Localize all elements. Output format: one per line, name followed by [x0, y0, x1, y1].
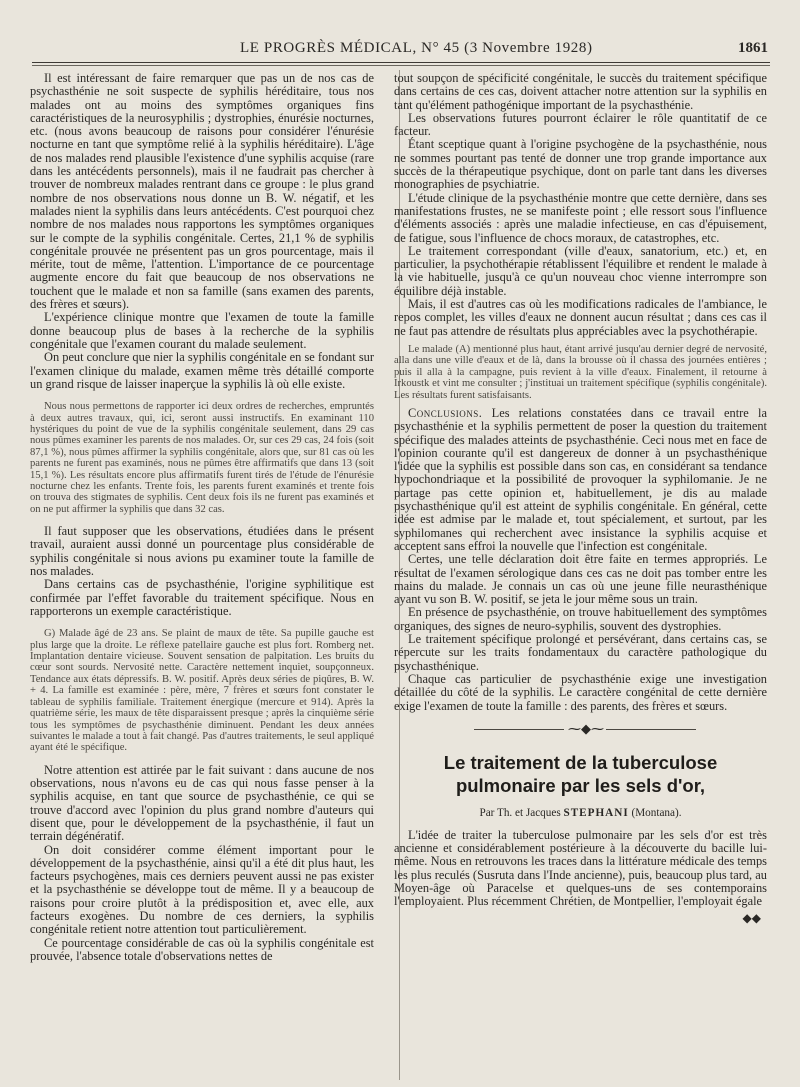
paragraph: Le traitement correspondant (ville d'eaux, sanatorium, etc.) et, en particulier, la psychothérapie rétablissent l'équilibre et rendent le malade à la vie habituelle, jusqu'à ce qu'un nouveau choc vienne interrompre son équilibre déjà instable. [394, 243, 767, 298]
paragraph: Étant sceptique quant à l'origine psychogène de la psychasthénie, nous ne sommes pourtant pas tenté de donner une trop grande importance aux succès de la thérapeutique psychique, dont on parle tant dans les diverses monographies de psychiatrie. [394, 137, 767, 192]
divider-ornament: ⁓◆⁓ [568, 720, 604, 736]
right-column [394, 72, 767, 1084]
paragraph: Chaque cas particulier de psychasthénie exige une investigation détaillée du côté de la syphilis. Le caractère congénital de cette dernière exige l'examen de toute la famille : des parents, des frères et sœurs. [394, 671, 767, 713]
paragraph: L'étude clinique de la psychasthénie montre que cette dernière, dans ses manifestations frustes, ne se manifeste point ; elle ressort sous l'influence d'éléments associés : après une maladie infectieuse, en cas d'épuisement, de fatigue, sous l'influence de chocs moraux, de catastrophes, etc. [394, 190, 767, 245]
paragraph: Il est intéressant de faire remarquer que pas un de nos cas de psychasthénie ne soit suspecte de syphilis héréditaire, tous nos malades ont au moins des symptômes organiques fins caractéristiques de la neurosyphilis ; dystrophies, énurésie nocturnes, etc. (nous avons beaucoup de raisons pour considérer l'énurésie nocturne en tant que symptôme relié à la syphilis héréditaire). L'âge de nos malades rend plausible l'existence d'une syphilis acquise (rare dans les antécédents personnels), mais il ne faudrait pas chercher à trouver de nombreux malades rentrant dans ce groupe : le plus grand nombre de nos observations nous donne un B. W. négatif, et les malades nient la syphilis dans leurs antécédents. C'est pourquoi chez nombre de nos malades nous rapportons les symptômes organiques sur le compte de la syphilis congénitale. Certes, 21,1 % de syphilis congénitale prouvée ne présentent pas un gros pourcentage, mais il mérite, tout de même, l'attention. L'importance de ce pourcentage augmente encore du fait que beaucoup de nos observations ne touchent que le malade et non sa famille (sans examen des parents, des frères et sœurs). [30, 72, 374, 312]
conclusions-text: Les relations constatées dans ce travail entre la psychasthénie et la syphilis permettent de poser la question du traitement spécifique des malades atteints de psychasthénie. Ceci nous met en face de l'opinion courante qu'il est dangereux de donner à un psychasthénique l'idée que la syphilis est possible dans son cas, en considérant sa tendance hypochondriaque et la possibilité de provoquer la syphilomanie. Je ne partage pas cette opinion et, habituellement, je dis au malade psychasthénique qu'il est atteint de syphilis congénitale. En général, cette idée est admise par le malade et, tout spécialement, et surtout, par les syphilomanes qui recherchent avec insistance la syphilis acquise et acceptent sans effroi la nouvelle que l'infection est congénitale. [394, 405, 767, 553]
divider-line-right [606, 729, 696, 730]
byline-author: STEPHANI [563, 806, 629, 819]
case-note: Le malade (A) mentionné plus haut, étant arrivé jusqu'au dernier degré de nervosité, alla dans une ville d'eaux et de là, dans la brousse où il chassa des journées entières ; puis il alla à la campagne, puis revient à la ville d'eaux. Finalement, il retourne à Irkoustk et vint me consulter ; j'instituai un traitement spécifique (syphilis congénitale). Les résultats furent satisfaisants. [394, 343, 767, 401]
paragraph: L'expérience clinique montre que l'examen de toute la famille donne beaucoup plus de bases à la recherche de la syphilis congénitale que l'examen courant du malade seulement. [30, 310, 374, 351]
paragraph: Les observations futures pourront éclairer le rôle quantitatif de ce facteur. [394, 110, 767, 139]
conclusions-label: Conclusions. [408, 405, 483, 420]
paragraph: On peut conclure que nier la syphilis congénitale en se fondant sur l'examen clinique du malade, examen même très détaillé comporte un grand risque de laisser inaperçue la syphilis là où elle existe. [30, 350, 374, 391]
paragraph: L'idée de traiter la tuberculose pulmonaire par les sels d'or est très ancienne et considérablement postérieure à la découverte du bacille lui-même. Nous en retrouvons les traces dans la littérature médicale des temps les plus reculés (Susruta dans l'Inde ancienne), puis, beaucoup plus tard, au Moyen-âge où Paracelse et quelques-uns de ses contemporains l'employaient. Plus récemment Chrétien, de Montpellier, l'employait égale [394, 827, 767, 909]
paragraph: Notre attention est attirée par le fait suivant : dans aucune de nos observations, nous n'avons eu de cas qui nous fasse penser à la syphilis acquise, en tant que source de psychasthénie, ce qui se trouve d'accord avec l'opinion du plus grand nombre d'auteurs qui disent que, pour le développement de la psychasthénie, il faut un terrain dégénératif. [30, 762, 374, 844]
paragraph: On doit considérer comme élément important pour le développement de la psychasthénie, ainsi qu'il a été dit plus haut, les facteurs psychogènes, mais ces derniers peuvent aussi ne pas exister et la psychasthénie se développe tout de même. Il y a beaucoup de raisons pour croire plutôt à la prédisposition et, avec elle, aux facteurs exogènes. Du nombre de ces derniers, la syphilis congénitale retient notre attention tout particulièrement. [30, 842, 374, 937]
paragraph: Il faut supposer que les observations, étudiées dans le présent travail, auraient aussi donné un pourcentage plus considérable de syphilis congénitale si nous avions pu examiner toute la famille de nos malades. [30, 524, 374, 579]
footnote-block: Nous nous permettons de rapporter ici deux ordres de recherches, empruntés à deux autres travaux, qui, ici, seront aussi instructifs. En examinant 110 hystériques du point de vue de la syphilis congénitale seulement, dans 29 cas nous pûmes examiner les parents de nos malades. Or, sur ces 29 cas, 24 fois (soit 87,1 %), nous pûmes affirmer la syphilis congénitale, alors que, sur 81 cas où les parents ne furent pas examinés, nous ne pûmes être affirmatifs que dans 13 (soit 15,1 %). Les résultats encore plus affirmatifs furent tirés de l'étude de l'énurésie nocturne chez les enfants. Trente fois, les parents furent examinés et trente fois on trouva des stigmates de syphilis. Cent deux fois ils ne furent pas examinés et on ne put affirmer la syphilis que dans 32 cas. [30, 401, 374, 515]
paragraph: Le traitement spécifique prolongé et persévérant, dans certains cas, se répercute sur les traits fondamentaux du caractère pathologique du psychasthénique. [394, 632, 767, 673]
divider-line-left [474, 729, 564, 730]
paragraph: tout soupçon de spécificité congénitale, le succès du traitement spécifique dans certains de ces cas, doivent attacher notre attention sur la syphilis en tant qu'élément pathogénique important de la psychasthénie. [394, 72, 767, 112]
paragraph: Ce pourcentage considérable de cas où la syphilis congénitale est prouvée, l'absence totale d'observations nettes de [30, 935, 374, 963]
end-ornament: ◆◆ [742, 910, 761, 925]
left-column [30, 72, 374, 1084]
header-rule [32, 62, 770, 63]
paragraph: En présence de psychasthénie, on trouve habituellement des symptômes organiques, des signes de neuro-syphilis, souvent des dystrophies. [394, 605, 767, 633]
paragraph: Dans certains cas de psychasthénie, l'origine syphilitique est confirmée par l'effet favorable du traitement spécifique. Nous en rapporterons un exemple caractéristique. [30, 577, 374, 618]
header-rule-thin [32, 65, 770, 66]
running-title: LE PROGRÈS MÉDICAL, N° 45 (3 Novembre 1928) [240, 40, 593, 56]
byline-prefix: Par Th. et Jacques [479, 806, 561, 819]
byline [394, 807, 767, 819]
paragraph: Mais, il est d'autres cas où les modifications radicales de l'ambiance, le repos complet, les villes d'eaux ne donnent aucun résultat ; dans ces cas il ne faut pas attendre de résultats plus appréciables avec la psychothérapie. [394, 297, 767, 338]
page-number: 1861 [738, 40, 768, 56]
article-title: Le traitement de la tuberculose pulmonaire par les sels d'or, [443, 751, 718, 796]
section-divider [394, 719, 767, 741]
byline-suffix: (Montana). [631, 806, 682, 819]
case-observation: G) Malade âgé de 23 ans. Se plaint de maux de tête. Sa pupille gauche est plus large que la droite. Le réflexe patellaire gauche est plus fort. Romberg net. Implantation dentaire vicieuse. Souvent sensation de palpitation. Les bruits du cœur sont sourds. Nervosité nette. Caractère nettement inquiet, soupçonneux. Tendance aux états dépressifs. B. W. positif. Après deux séries de piqûres, B. W. + 4. La famille est examinée : père, mère, 7 frères et sœurs font constater le tableau de syphilis familiale. Traitement énergique (mercure et 914). Après la quatrième série, les maux de tête disparaissent presque ; après la cinquième série tous les symptômes de psychasthénie diminuent. Pendant les deux années suivantes le malade a tout à fait changé. Pas d'autres traitements, le seul appliqué ayant été le spécifique. [30, 628, 374, 754]
paragraph: Certes, une telle déclaration doit être faite en termes appropriés. Le résultat de l'examen sérologique dans ces cas ne doit pas tomber entre les mains du malade. Je connais un cas où une jeune fille neurasthénique ayant vu son B. W. positif, se jeta le jour même sous un train. [394, 552, 767, 607]
conclusions-paragraph [394, 407, 767, 553]
running-head [0, 40, 800, 60]
